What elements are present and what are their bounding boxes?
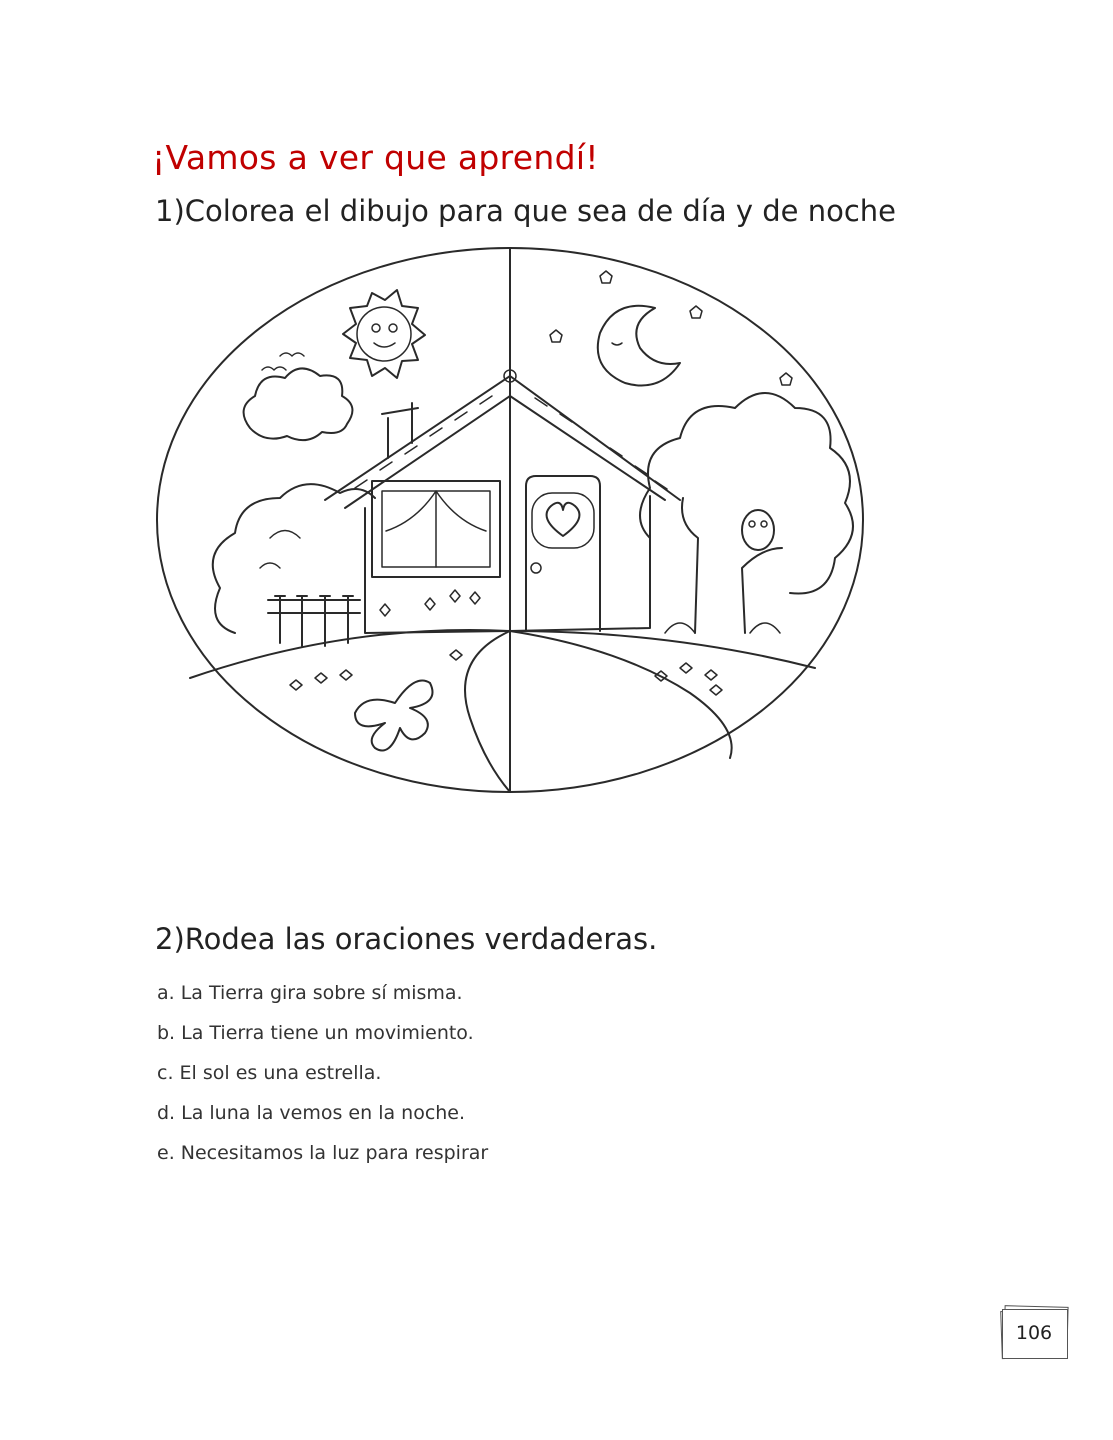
page-number: 106 — [1015, 1322, 1053, 1344]
sentence-a[interactable]: a. La Tierra gira sobre sí misma. — [157, 982, 463, 1004]
bird-icon — [262, 367, 286, 370]
question-1: 1)Colorea el dibujo para que sea de día y de noche — [155, 194, 897, 228]
cloud-icon — [244, 368, 353, 440]
sentence-e[interactable]: e. Necesitamos la luz para respirar — [157, 1142, 489, 1164]
bush-left — [213, 484, 375, 633]
butterfly-icon — [355, 681, 433, 751]
house — [325, 370, 680, 633]
question-2: 2)Rodea las oraciones verdaderas. — [155, 922, 658, 956]
sentence-c[interactable]: c. El sol es una estrella. — [157, 1062, 382, 1084]
flowers — [290, 590, 722, 695]
sentence-list — [157, 978, 488, 1178]
page-number-box — [1001, 1304, 1071, 1362]
star-icon — [550, 271, 792, 385]
heart-icon — [547, 503, 580, 536]
sentence-b[interactable]: b. La Tierra tiene un movimiento. — [157, 1022, 474, 1044]
day-night-coloring-drawing — [150, 238, 870, 798]
page-title: ¡Vamos a ver que aprendí! — [152, 138, 599, 177]
bird-icon — [280, 353, 304, 356]
sun-icon — [343, 290, 425, 378]
moon-icon — [598, 306, 680, 386]
owl-icon — [742, 510, 774, 550]
sentence-d[interactable]: d. La luna la vemos en la noche. — [157, 1102, 466, 1124]
tree-with-owl — [640, 393, 853, 633]
walkway — [465, 631, 510, 792]
ground-line — [190, 630, 815, 678]
